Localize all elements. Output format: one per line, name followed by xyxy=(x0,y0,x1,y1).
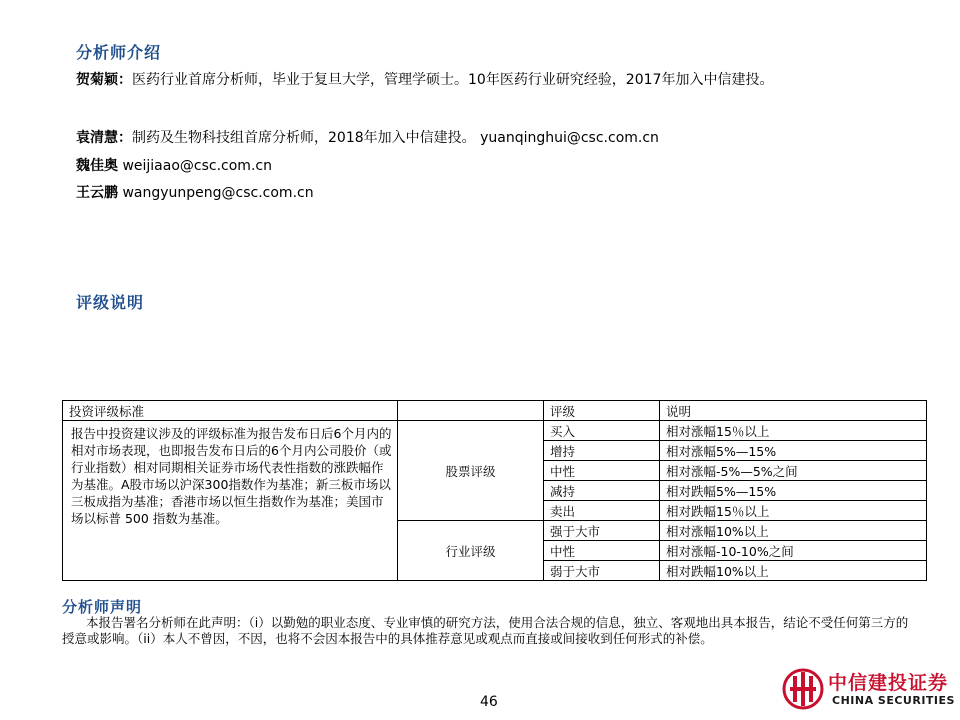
analyst-bio-text: 制药及生物科技组首席分析师，2018年加入中信建投。 yuanqinghui@csc.com.cn xyxy=(132,130,659,146)
rating-cell: 买入 xyxy=(544,421,660,441)
explain-cell: 相对涨幅-10-10%之间 xyxy=(660,541,927,561)
explain-cell: 相对涨幅5%—15% xyxy=(660,441,927,461)
rating-title: 评级说明 xyxy=(76,293,145,312)
analyst-bio xyxy=(76,68,926,92)
company-logo xyxy=(782,664,960,716)
analyst-bio xyxy=(76,126,926,150)
industry-rating-label: 行业评级 xyxy=(398,521,544,581)
explain-cell: 相对涨幅10%以上 xyxy=(660,521,927,541)
analyst-name: 袁清慧： xyxy=(76,130,132,146)
rating-cell: 中性 xyxy=(544,461,660,481)
analyst-bio-text: 医药行业首席分析师，毕业于复旦大学，管理学硕士。10年医药行业研究经验，2017年加入中信建投。 xyxy=(132,72,774,88)
rating-cell: 减持 xyxy=(544,481,660,501)
analyst-email[interactable]: wangyunpeng@csc.com.cn xyxy=(118,185,314,201)
analyst-name: 王云鹏 xyxy=(76,185,118,201)
header-rating: 评级 xyxy=(544,401,660,421)
analyst-bio xyxy=(76,154,926,178)
explain-cell: 相对跌幅15％以上 xyxy=(660,501,927,521)
header-explain: 说明 xyxy=(660,401,927,421)
rating-cell: 增持 xyxy=(544,441,660,461)
statement-title: 分析师声明 xyxy=(62,598,143,616)
rating-cell: 强于大市 xyxy=(544,521,660,541)
csc-logo-icon xyxy=(782,666,824,712)
rating-cell: 卖出 xyxy=(544,501,660,521)
analyst-intro-title: 分析师介绍 xyxy=(76,43,162,62)
logo-text-en: CHINA SECURITIES xyxy=(832,694,955,707)
header-standard: 投资评级标准 xyxy=(63,401,398,421)
logo-text-cn: 中信建投证券 xyxy=(828,672,949,694)
explain-cell: 相对跌幅10%以上 xyxy=(660,561,927,581)
analyst-bio xyxy=(76,181,926,205)
header-blank xyxy=(398,401,544,421)
analyst-name: 贺菊颖： xyxy=(76,72,132,88)
rating-cell: 弱于大市 xyxy=(544,561,660,581)
explain-cell: 相对涨幅-5%—5%之间 xyxy=(660,461,927,481)
explain-cell: 相对涨幅15％以上 xyxy=(660,421,927,441)
rating-cell: 中性 xyxy=(544,541,660,561)
statement-text: 本报告署名分析师在此声明：（i）以勤勉的职业态度、专业审慎的研究方法，使用合法合规的信息，独立、客观地出具本报告，结论不受任何第三方的授意或影响。（ii）本人不曾因，不因，也将不会因本报告中的具体推荐意见或观点而直接或间接收到任何形式的补偿。 xyxy=(62,615,909,646)
analyst-email[interactable]: weijiaao@csc.com.cn xyxy=(118,158,272,174)
explain-cell: 相对跌幅5%—15% xyxy=(660,481,927,501)
page-number: 46 xyxy=(480,694,498,710)
rating-table xyxy=(62,400,927,581)
table-row xyxy=(63,421,927,441)
standard-description: 报告中投资建议涉及的评级标准为报告发布日后6个月内的相对市场表现，也即报告发布日后的6个月内公司股价（或行业指数）相对同期相关证券市场代表性指数的涨跌幅作为基准。A股市场以沪深300指数作为基准；新三板市场以三板成指为基准；香港市场以恒生指数作为基准；美国市场以标普 500 指数为基准。 xyxy=(63,421,398,581)
table-header-row xyxy=(63,401,927,421)
analyst-name: 魏佳奥 xyxy=(76,158,118,174)
stock-rating-label: 股票评级 xyxy=(398,421,544,521)
